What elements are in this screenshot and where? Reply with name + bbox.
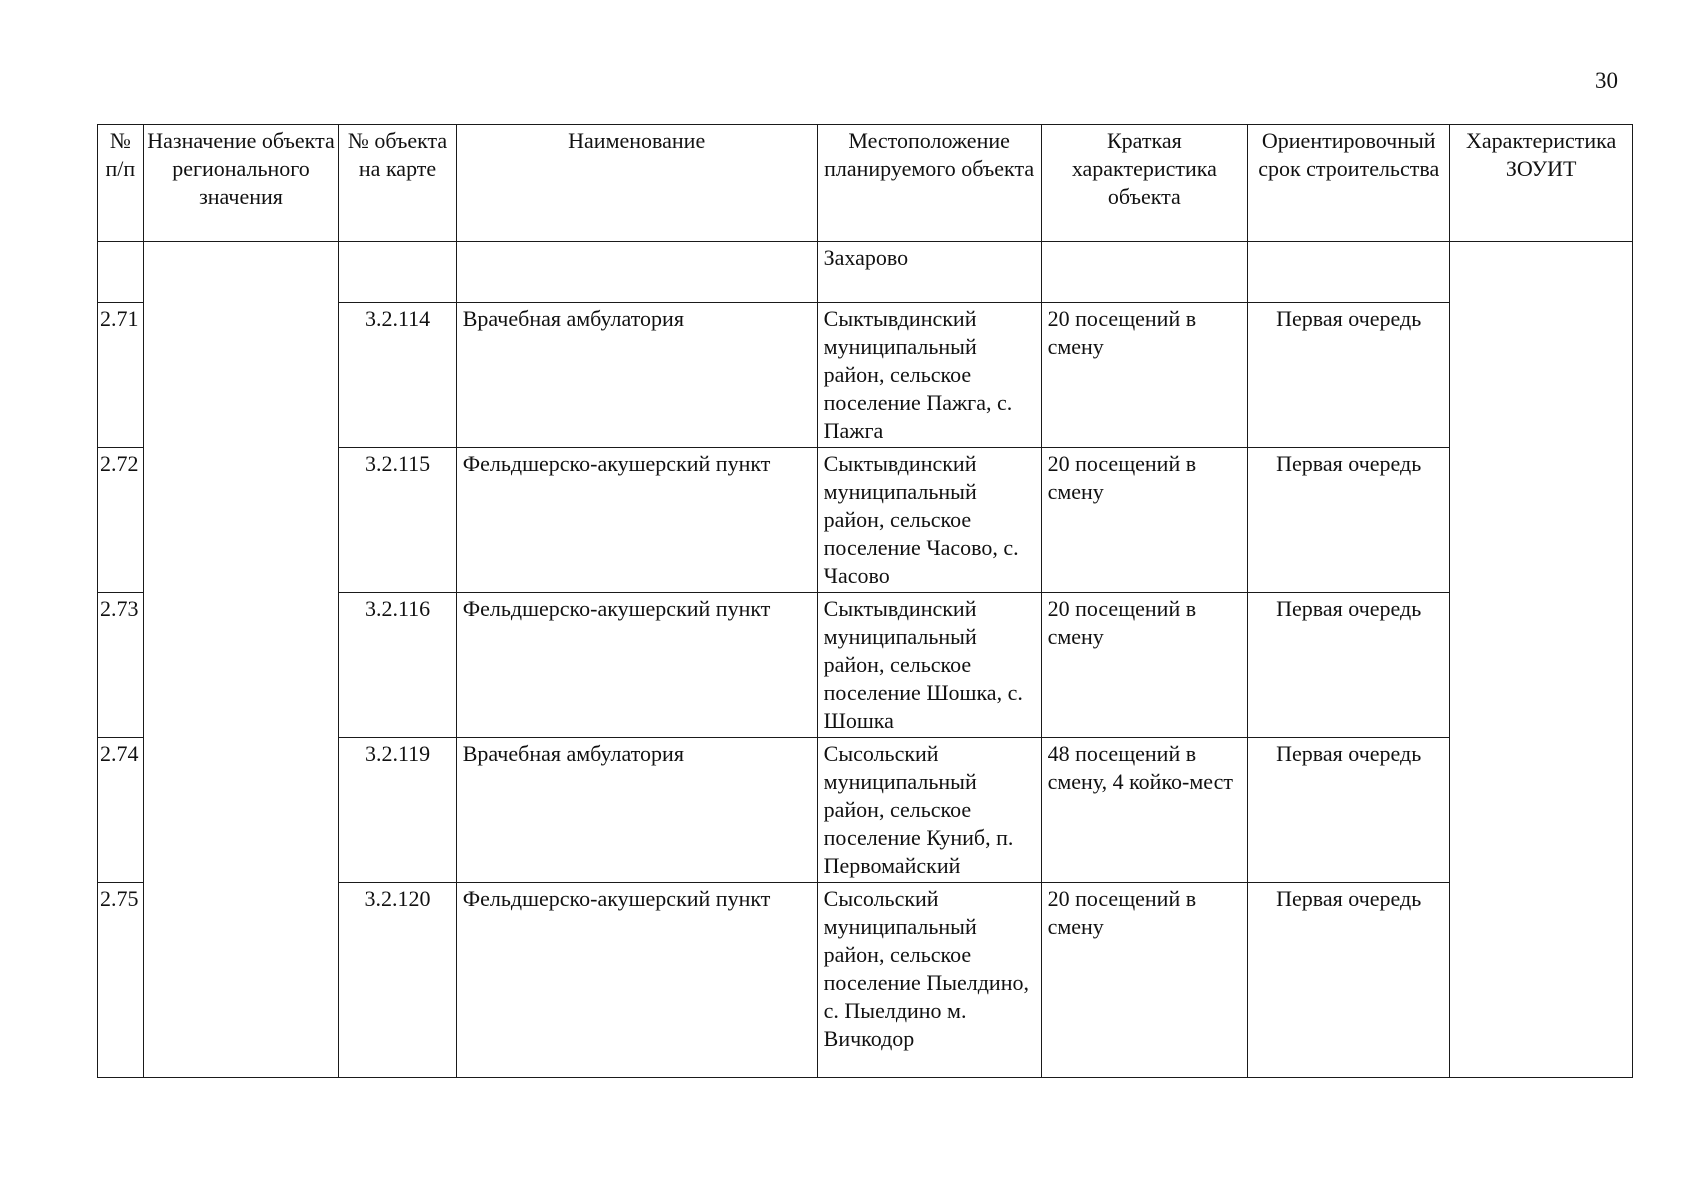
cell-location: Сысольский муниципальный район, сельское поселение Куниб, п. Первомайский (817, 738, 1041, 883)
cell-term-empty (1248, 242, 1450, 303)
cell-name: Фельдшерско-акушерский пункт (456, 593, 817, 738)
cell-name-empty (456, 242, 817, 303)
header-location: Местоположение планируемого объекта (817, 125, 1041, 242)
cell-location: Сыктывдинский муниципальный район, сельское поселение Шошка, с. Шошка (817, 593, 1041, 738)
cell-num: 2.72 (98, 448, 144, 593)
cell-zouit-merged (1450, 242, 1633, 1078)
cell-term: Первая очередь (1248, 738, 1450, 883)
cell-name: Врачебная амбулатория (456, 303, 817, 448)
header-term: Ориентировочный срок строительства (1248, 125, 1450, 242)
cell-term: Первая очередь (1248, 303, 1450, 448)
cell-brief: 20 посещений в смену (1041, 593, 1248, 738)
page-number: 30 (1595, 68, 1618, 93)
cell-brief: 48 посещений в смену, 4 койко-мест (1041, 738, 1248, 883)
cell-num: 2.74 (98, 738, 144, 883)
header-name: Наименование (456, 125, 817, 242)
cell-brief-empty (1041, 242, 1248, 303)
cell-location: Сыктывдинский муниципальный район, сельское поселение Часово, с. Часово (817, 448, 1041, 593)
cell-map-num: 3.2.119 (339, 738, 456, 883)
cell-name: Врачебная амбулатория (456, 738, 817, 883)
cell-map-num: 3.2.115 (339, 448, 456, 593)
cell-map-num: 3.2.116 (339, 593, 456, 738)
cell-term: Первая очередь (1248, 593, 1450, 738)
cell-num: 2.73 (98, 593, 144, 738)
objects-table (97, 124, 1633, 1078)
cell-location: Сысольский муниципальный район, сельское поселение Пыелдино, с. Пыелдино м. Вичкодор (817, 883, 1041, 1078)
cell-num: 2.71 (98, 303, 144, 448)
cell-map-num: 3.2.114 (339, 303, 456, 448)
cell-map-num-empty (339, 242, 456, 303)
cell-num-empty (98, 242, 144, 303)
cell-location-continuation: Захарово (817, 242, 1041, 303)
cell-name: Фельдшерско-акушерский пункт (456, 448, 817, 593)
table-row-continuation (98, 242, 1633, 303)
header-brief: Краткая характеристика объекта (1041, 125, 1248, 242)
cell-brief: 20 посещений в смену (1041, 303, 1248, 448)
cell-location: Сыктывдинский муниципальный район, сельское поселение Пажга, с. Пажга (817, 303, 1041, 448)
header-purpose: Назначение объекта регионального значения (143, 125, 339, 242)
cell-term: Первая очередь (1248, 448, 1450, 593)
cell-brief: 20 посещений в смену (1041, 883, 1248, 1078)
cell-purpose-merged (143, 242, 339, 1078)
cell-term: Первая очередь (1248, 883, 1450, 1078)
cell-name: Фельдшерско-акушерский пункт (456, 883, 817, 1078)
cell-map-num: 3.2.120 (339, 883, 456, 1078)
cell-brief: 20 посещений в смену (1041, 448, 1248, 593)
table-header-row (98, 125, 1633, 242)
header-num: № п/п (98, 125, 144, 242)
cell-num: 2.75 (98, 883, 144, 1078)
header-map-num: № объекта на карте (339, 125, 456, 242)
header-zouit: Характеристика ЗОУИТ (1450, 125, 1633, 242)
